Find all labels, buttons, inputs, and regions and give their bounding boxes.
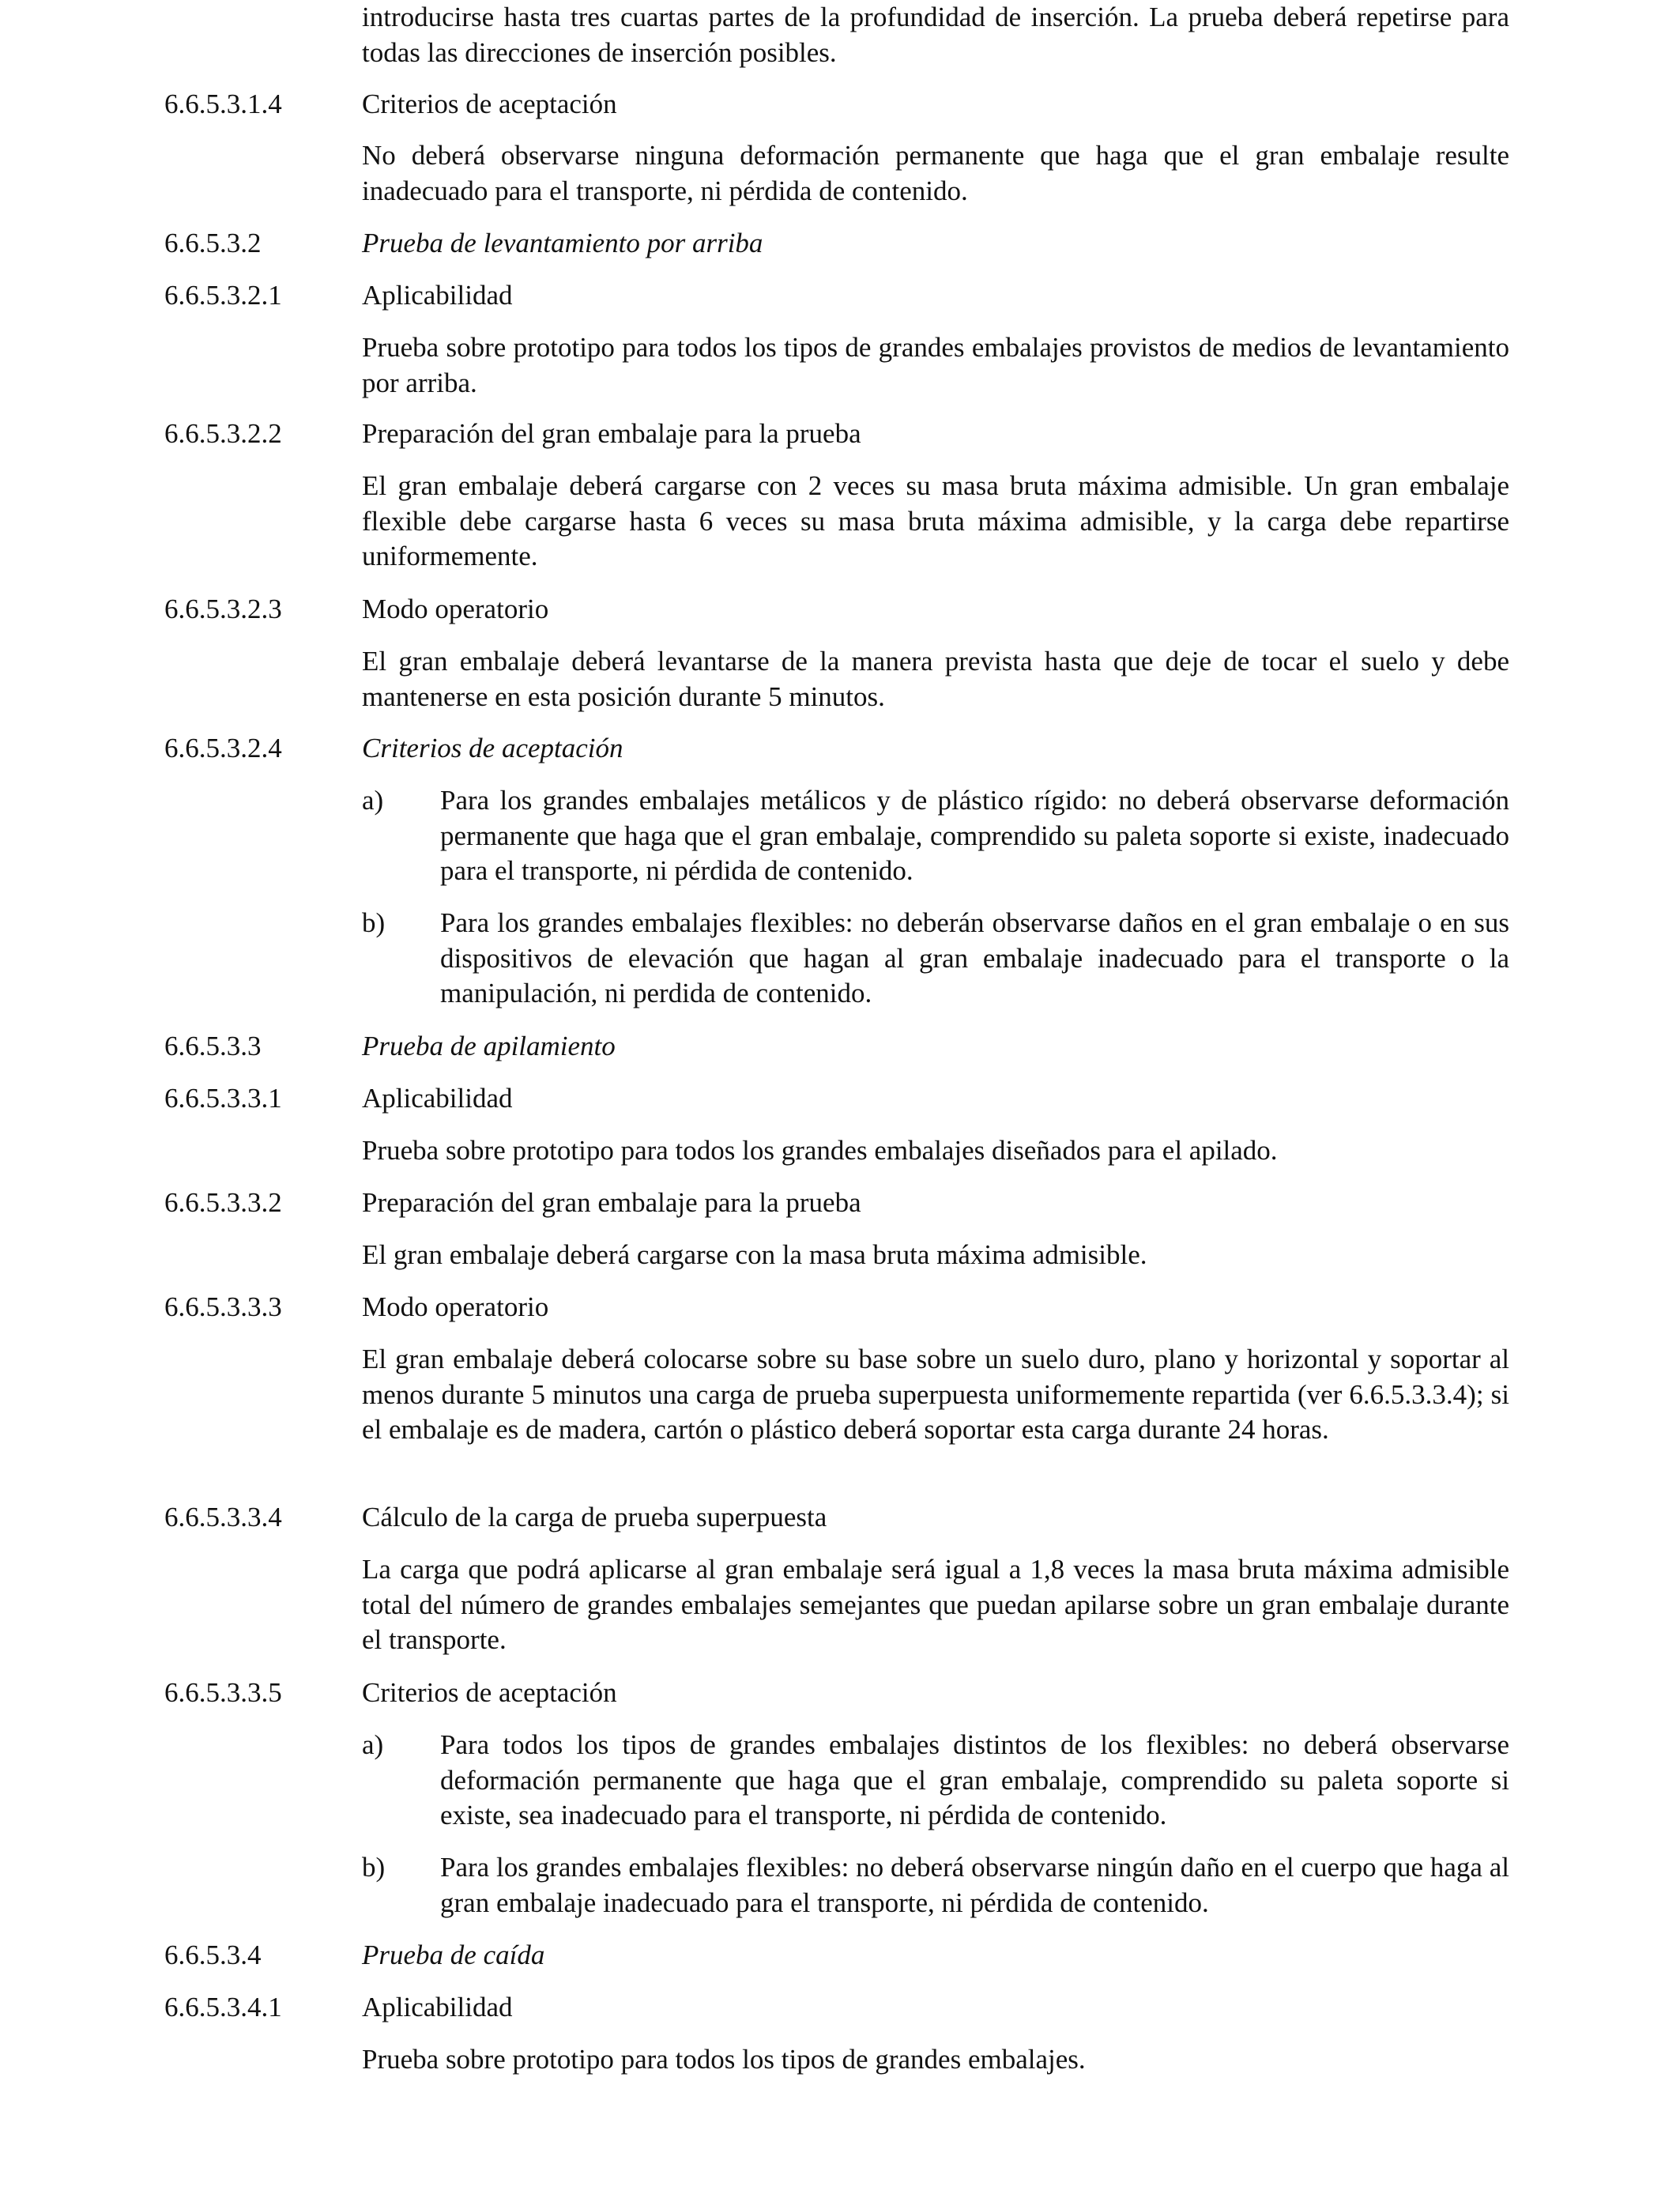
section-title: Aplicabilidad	[362, 280, 513, 311]
section-number: 6.6.5.3.2.2	[164, 418, 282, 449]
section-body: La carga que podrá aplicarse al gran embalaje será igual a 1,8 veces la masa bruta máxima admisible total del número de grandes embalajes semejantes que puedan apilarse sobre un gran embalaje durante el transporte.	[362, 1554, 1509, 1655]
section-number: 6.6.5.3.3.5	[164, 1677, 282, 1708]
section-number: 6.6.5.3.3.3	[164, 1291, 282, 1322]
section-number: 6.6.5.3.1.4	[164, 89, 282, 119]
section-body: El gran embalaje deberá cargarse con la masa bruta máxima admisible.	[362, 1239, 1147, 1270]
list-item-label: a)	[362, 1729, 384, 1760]
list-item-label: b)	[362, 907, 386, 938]
section-title: Criterios de aceptación	[362, 733, 623, 763]
section-number: 6.6.5.3.2.3	[164, 594, 282, 624]
section-body: Prueba sobre prototipo para todos los tipos de grandes embalajes.	[362, 2044, 1086, 2075]
list-item-label: b)	[362, 1852, 386, 1883]
list-item-text: Para los grandes embalajes metálicos y de plástico rígido: no deberá observarse deformación permanente que haga que el gran embalaje, comprendido su paleta soporte si existe, inadecuado para el transporte, ni pérdida de contenido.	[440, 785, 1509, 886]
section-title: Modo operatorio	[362, 1291, 549, 1322]
section-title: Prueba de levantamiento por arriba	[362, 228, 763, 258]
section-number: 6.6.5.3.3.2	[164, 1187, 282, 1218]
section-title: Criterios de aceptación	[362, 1677, 617, 1708]
list-item-text: Para todos los tipos de grandes embalajes distintos de los flexibles: no deberá observarse deformación permanente que haga que el gran embalaje, comprendido su paleta soporte si existe, sea inadecuado para el transporte, ni pérdida de contenido.	[440, 1729, 1509, 1830]
section-title: Cálculo de la carga de prueba superpuesta	[362, 1502, 827, 1532]
section-number: 6.6.5.3.3.4	[164, 1502, 282, 1532]
section-number: 6.6.5.3.3	[164, 1031, 262, 1061]
section-title: Preparación del gran embalaje para la prueba	[362, 1187, 861, 1218]
section-title: Preparación del gran embalaje para la prueba	[362, 418, 861, 449]
section-title: Criterios de aceptación	[362, 89, 617, 119]
list-item-label: a)	[362, 785, 384, 816]
section-number: 6.6.5.3.3.1	[164, 1083, 282, 1114]
intro-continuation-paragraph: introducirse hasta tres cuartas partes de la profundidad de inserción. La prueba deberá repetirse para todas las direcciones de inserción posibles.	[362, 2, 1509, 68]
section-title: Prueba de caída	[362, 1940, 545, 1970]
section-body: El gran embalaje deberá colocarse sobre su base sobre un suelo duro, plano y horizontal y soportar al menos durante 5 minutos una carga de prueba superpuesta uniformemente repartida (ver 6.6.5.3.3.4); si el embalaje es de madera, cartón o plástico deberá soportar esta carga durante 24 horas.	[362, 1344, 1509, 1445]
section-body: Prueba sobre prototipo para todos los tipos de grandes embalajes provistos de medios de levantamiento por arriba.	[362, 332, 1509, 398]
section-body: No deberá observarse ninguna deformación permanente que haga que el gran embalaje resulte inadecuado para el transporte, ni pérdida de contenido.	[362, 140, 1509, 206]
section-number: 6.6.5.3.4.1	[164, 1992, 282, 2022]
section-body: Prueba sobre prototipo para todos los grandes embalajes diseñados para el apilado.	[362, 1135, 1278, 1166]
section-number: 6.6.5.3.2	[164, 228, 262, 258]
section-title: Prueba de apilamiento	[362, 1031, 616, 1061]
list-item-text: Para los grandes embalajes flexibles: no deberá observarse ningún daño en el cuerpo que haga al gran embalaje inadecuado para el transporte, ni pérdida de contenido.	[440, 1852, 1509, 1918]
section-number: 6.6.5.3.2.4	[164, 733, 282, 763]
section-body: El gran embalaje deberá levantarse de la manera prevista hasta que deje de tocar el suelo y debe mantenerse en esta posición durante 5 minutos.	[362, 646, 1509, 712]
list-item-text: Para los grandes embalajes flexibles: no deberán observarse daños en el gran embalaje o en sus dispositivos de elevación que hagan al gran embalaje inadecuado para el transporte o la manipulación, ni perdida de contenido.	[440, 907, 1509, 1008]
section-number: 6.6.5.3.4	[164, 1940, 262, 1970]
section-title: Aplicabilidad	[362, 1083, 513, 1114]
section-title: Aplicabilidad	[362, 1992, 513, 2022]
section-body: El gran embalaje deberá cargarse con 2 veces su masa bruta máxima admisible. Un gran embalaje flexible debe cargarse hasta 6 veces su masa bruta máxima admisible, y la carga debe repartirse uniformemente.	[362, 470, 1509, 571]
section-number: 6.6.5.3.2.1	[164, 280, 282, 311]
section-title: Modo operatorio	[362, 594, 549, 624]
